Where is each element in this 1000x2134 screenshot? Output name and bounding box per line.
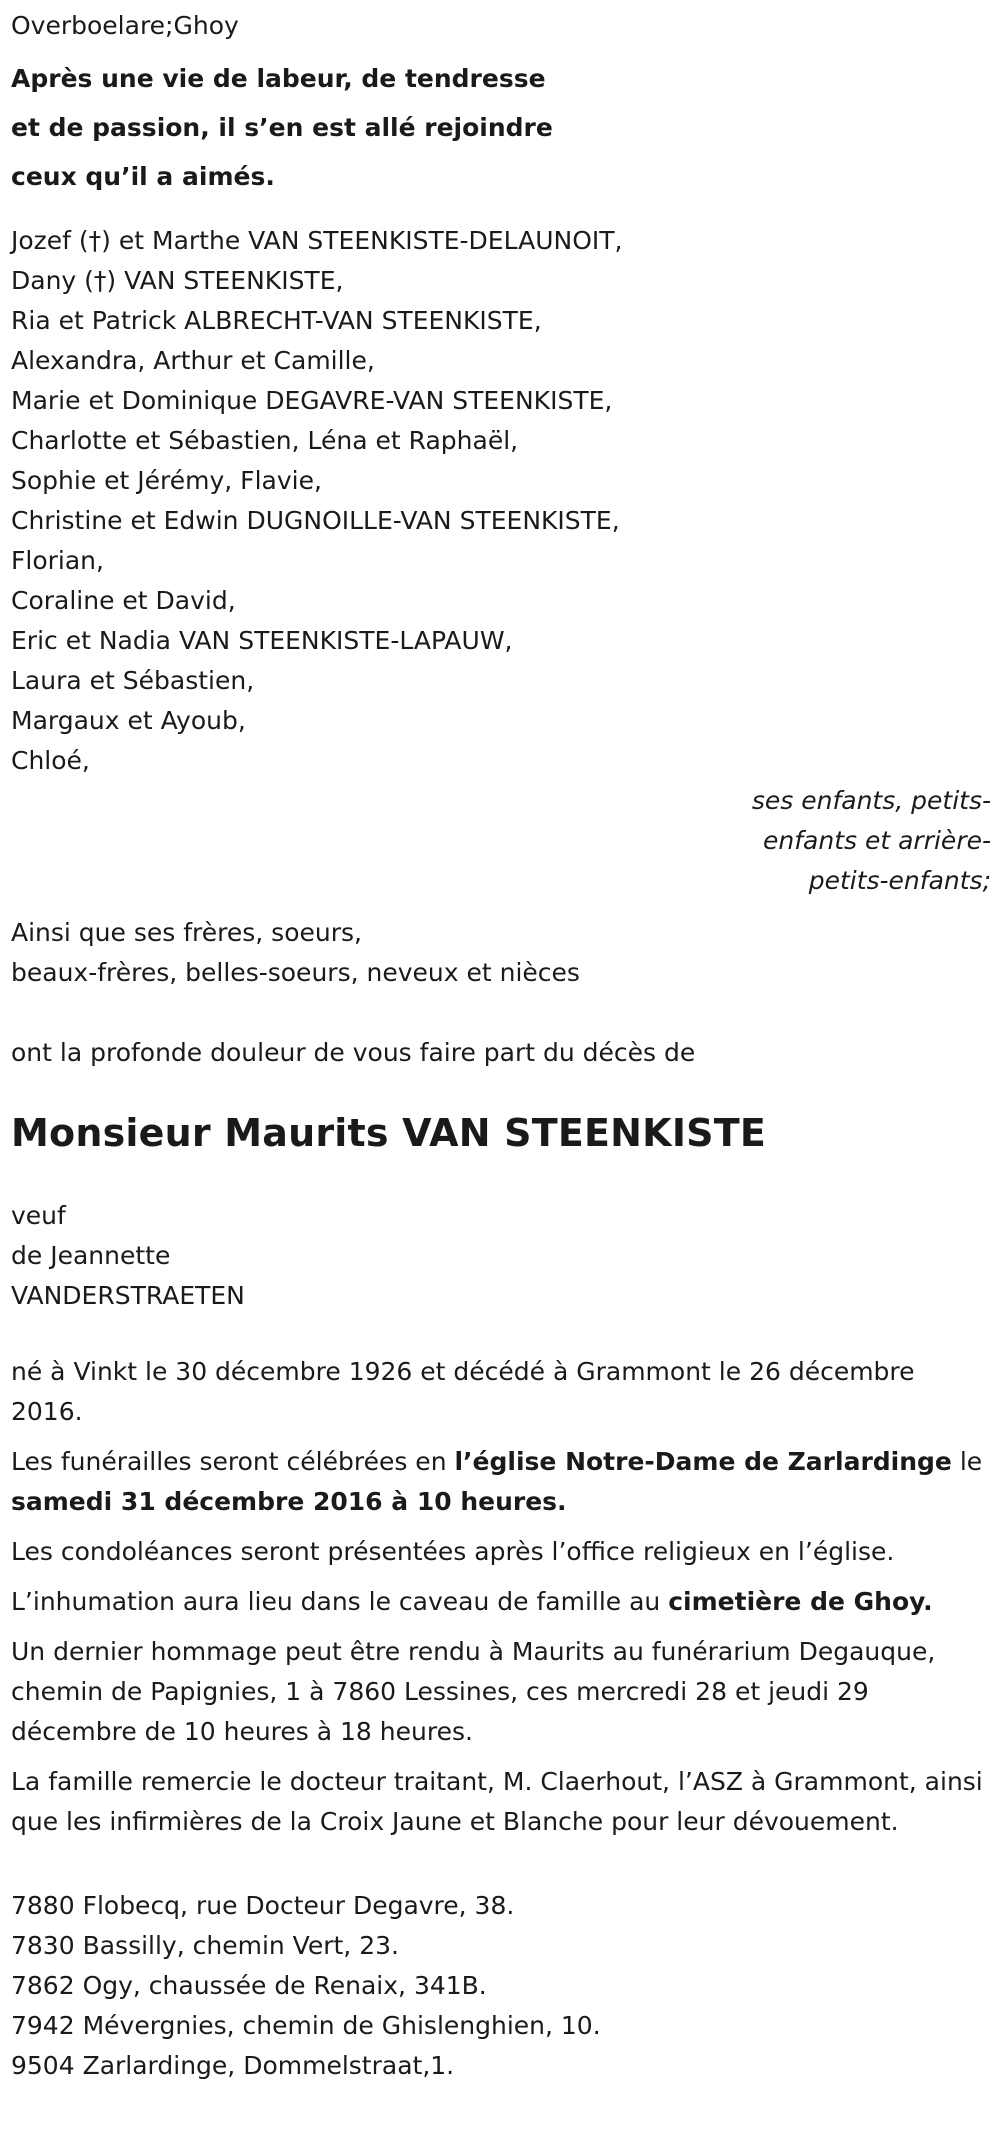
address-line: 7862 Ogy, chaussée de Renaix, 341B.: [11, 1971, 487, 2000]
family-line: Margaux et Ayoub,: [11, 706, 246, 735]
family-line: Christine et Edwin DUGNOILLE-VAN STEENKISTE,: [11, 506, 620, 535]
address-line: 7880 Flobecq, rue Docteur Degavre, 38.: [11, 1891, 515, 1920]
relatives-line: beaux-frères, belles-soeurs, neveux et nièces: [11, 958, 580, 987]
thanks-text: La famille remercie le docteur traitant, M. Claerhout, l’ASZ à Grammont, ainsi que les infirmières de la Croix Jaune et Blanche pour leur dévouement.: [11, 1767, 983, 1836]
family-line: Jozef (†) et Marthe VAN STEENKISTE-DELAUNOIT,: [11, 226, 623, 255]
family-line: Sophie et Jérémy, Flavie,: [11, 466, 322, 495]
burial-place: cimetière de Ghoy.: [668, 1587, 933, 1616]
funeral-date: samedi 31 décembre 2016 à 10 heures.: [11, 1487, 567, 1516]
family-line: Eric et Nadia VAN STEENKISTE-LAPAUW,: [11, 626, 513, 655]
address-line: 7942 Mévergnies, chemin de Ghislenghien, 10.: [11, 2011, 601, 2040]
family-line: Chloé,: [11, 746, 90, 775]
family-list: [11, 221, 989, 781]
intro-block: [11, 54, 989, 201]
funeral-mid: le: [951, 1447, 983, 1476]
address-line: 7830 Bassilly, chemin Vert, 23.: [11, 1931, 399, 1960]
location-header: Overboelare;Ghoy: [11, 11, 239, 40]
birth-death-text: né à Vinkt le 30 décembre 1926 et décédé à Grammont le 26 décembre 2016.: [11, 1357, 915, 1426]
obituary-page: [0, 6, 1000, 2134]
relatives-line: Ainsi que ses frères, soeurs,: [11, 918, 362, 947]
deceased-name: Monsieur Maurits VAN STEENKISTE: [11, 1111, 767, 1155]
roles-line: enfants et arrière-: [763, 826, 991, 855]
family-line: Florian,: [11, 546, 104, 575]
burial-prefix: L’inhumation aura lieu dans le caveau de famille au: [11, 1587, 669, 1616]
tribute-text: Un dernier hommage peut être rendu à Maurits au funérarium Degauque, chemin de Papignies, 1 à 7860 Lessines, ces mercredi 28 et jeudi 29 décembre de 10 heures à 18 heures.: [11, 1637, 936, 1746]
intro-line: Après une vie de labeur, de tendresse: [11, 64, 546, 93]
widow-info: [11, 1196, 989, 1316]
addresses-list: [11, 1886, 989, 2086]
family-line: Charlotte et Sébastien, Léna et Raphaël,: [11, 426, 519, 455]
details-block: [11, 1352, 989, 1842]
family-line: Marie et Dominique DEGAVRE-VAN STEENKISTE,: [11, 386, 613, 415]
family-line: Coraline et David,: [11, 586, 236, 615]
family-line: Dany (†) VAN STEENKISTE,: [11, 266, 344, 295]
roles-line: petits-enfants;: [808, 866, 991, 895]
funeral-prefix: Les funérailles seront célébrées en: [11, 1447, 455, 1476]
widow-line: de Jeannette: [11, 1241, 171, 1270]
widow-line: veuf: [11, 1201, 66, 1230]
family-line: Laura et Sébastien,: [11, 666, 255, 695]
family-line: Ria et Patrick ALBRECHT-VAN STEENKISTE,: [11, 306, 542, 335]
intro-line: ceux qu’il a aimés.: [11, 162, 275, 191]
address-line: 9504 Zarlardinge, Dommelstraat,1.: [11, 2051, 455, 2080]
intro-line: et de passion, il s’en est allé rejoindre: [11, 113, 553, 142]
relatives-block: [11, 913, 989, 993]
widow-line: VANDERSTRAETEN: [11, 1281, 245, 1310]
funeral-text: [11, 1442, 986, 1522]
burial-text: [11, 1582, 986, 1622]
condolences-text: Les condoléances seront présentées après l’office religieux en l’église.: [11, 1537, 895, 1566]
family-roles: [11, 781, 991, 901]
roles-line: ses enfants, petits-: [751, 786, 991, 815]
family-line: Alexandra, Arthur et Camille,: [11, 346, 375, 375]
funeral-place: l’église Notre-Dame de Zarlardinge: [454, 1447, 952, 1476]
announcement: ont la profonde douleur de vous faire part du décès de: [11, 1038, 696, 1067]
